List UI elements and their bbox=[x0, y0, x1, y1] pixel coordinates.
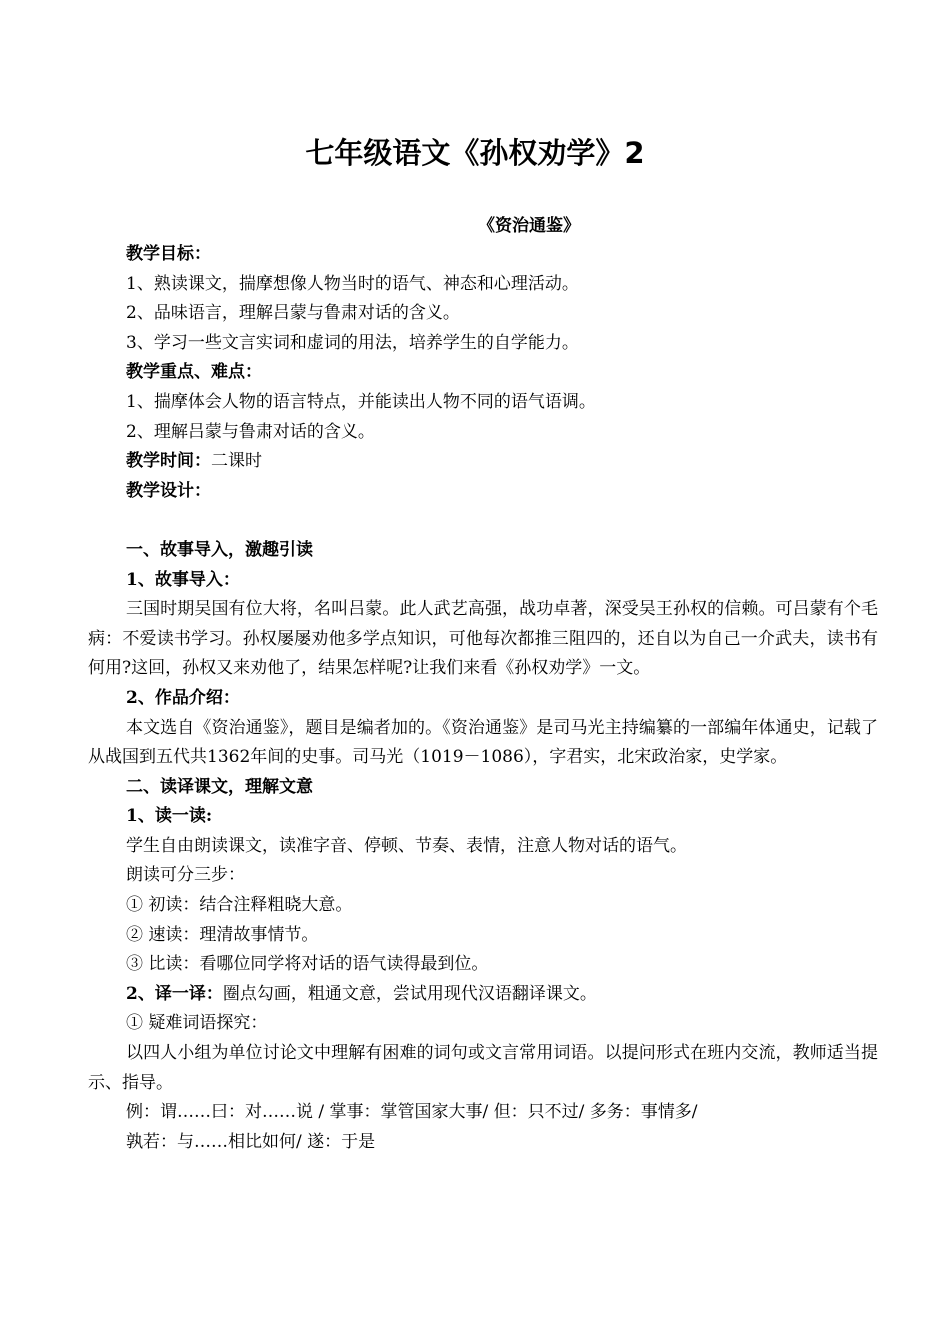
section-2-sub-2-text: 圈点勾画，粗通文意，尝试用现代汉语翻译课文。 bbox=[222, 983, 597, 1004]
example-line-1: 例：谓……曰：对……说 / 掌事：掌管国家大事/ 但：只不过/ 多务：事情多/ bbox=[126, 1102, 698, 1123]
teaching-time bbox=[88, 447, 878, 477]
blank-line bbox=[88, 506, 878, 536]
explore-text: 以四人小组为单位讨论文中理解有困难的词句或文言常用词语。以提问形式在班内交流，教师适当提示、指导。 bbox=[88, 1043, 878, 1093]
section-1-heading: 一、故事导入，激趣引读 bbox=[126, 539, 313, 560]
goal-item-1: 1、熟读课文，揣摩想像人物当时的语气、神态和心理活动。 bbox=[126, 273, 579, 294]
example-line-2: 孰若：与……相比如何/ 遂：于是 bbox=[126, 1131, 376, 1152]
section-2-sub-2-label: 2、译一译： bbox=[126, 983, 223, 1004]
step-2: ② 速读：理清故事情节。 bbox=[126, 924, 319, 945]
section-2-sub-1: 1、读一读: bbox=[126, 806, 213, 827]
goals-heading: 教学目标： bbox=[126, 244, 211, 264]
explore-heading: ① 疑难词语探究： bbox=[126, 1013, 268, 1034]
document-title: 七年级语文《孙权劝学》2 bbox=[305, 136, 645, 170]
step-3: ③ 比读：看哪位同学将对话的语气读得最到位。 bbox=[126, 954, 489, 975]
section-1-intro: 本文选自《资治通鉴》，题目是编者加的。《资治通鉴》是司马光主持编纂的一部编年体通史，记载了从战国到五代共1362年间的史事。司马光（1019－1086），字君实，北宋政治家，史学家。 bbox=[88, 717, 878, 768]
key-point-2: 2、理解吕蒙与鲁肃对话的含义。 bbox=[126, 421, 375, 442]
section-2-sub-2 bbox=[88, 980, 878, 1010]
key-point-1: 1、揣摩体会人物的语言特点，并能读出人物不同的语气语调。 bbox=[126, 391, 596, 412]
design-heading: 教学设计： bbox=[126, 480, 211, 501]
teaching-time-value: 二课时 bbox=[211, 451, 262, 472]
step-1: ① 初读：结合注释粗晓大意。 bbox=[126, 895, 353, 916]
section-1-sub-2: 2、作品介绍： bbox=[126, 687, 240, 708]
goal-item-2: 2、品味语言，理解吕蒙与鲁肃对话的含义。 bbox=[126, 303, 460, 324]
document-subtitle: 《资治通鉴》 bbox=[478, 216, 580, 236]
goal-item-3: 3、学习一些文言实词和虚词的用法，培养学生的自学能力。 bbox=[126, 332, 579, 353]
section-2-heading: 二、读译课文，理解文意 bbox=[126, 776, 313, 797]
key-points-heading: 教学重点、难点： bbox=[126, 362, 262, 383]
document-body bbox=[88, 240, 878, 1157]
section-1-sub-1: 1、故事导入： bbox=[126, 569, 240, 590]
section-1-story: 三国时期吴国有位大将，名叫吕蒙。此人武艺高强，战功卓著，深受吴王孙权的信赖。可吕蒙有个毛病：不爱读书学习。孙权屡屡劝他多学点知识，可他每次都推三阻四的，还自以为自己一介武夫，读书有何用?这回，孙权又来劝他了，结果怎样呢?让我们来看《孙权劝学》一文。 bbox=[88, 599, 878, 679]
section-2-read: 学生自由朗读课文，读准字音、停顿、节奏、表情，注意人物对话的语气。 bbox=[126, 835, 687, 856]
teaching-time-label: 教学时间： bbox=[126, 451, 211, 472]
section-2-steps: 朗读可分三步： bbox=[126, 865, 245, 886]
